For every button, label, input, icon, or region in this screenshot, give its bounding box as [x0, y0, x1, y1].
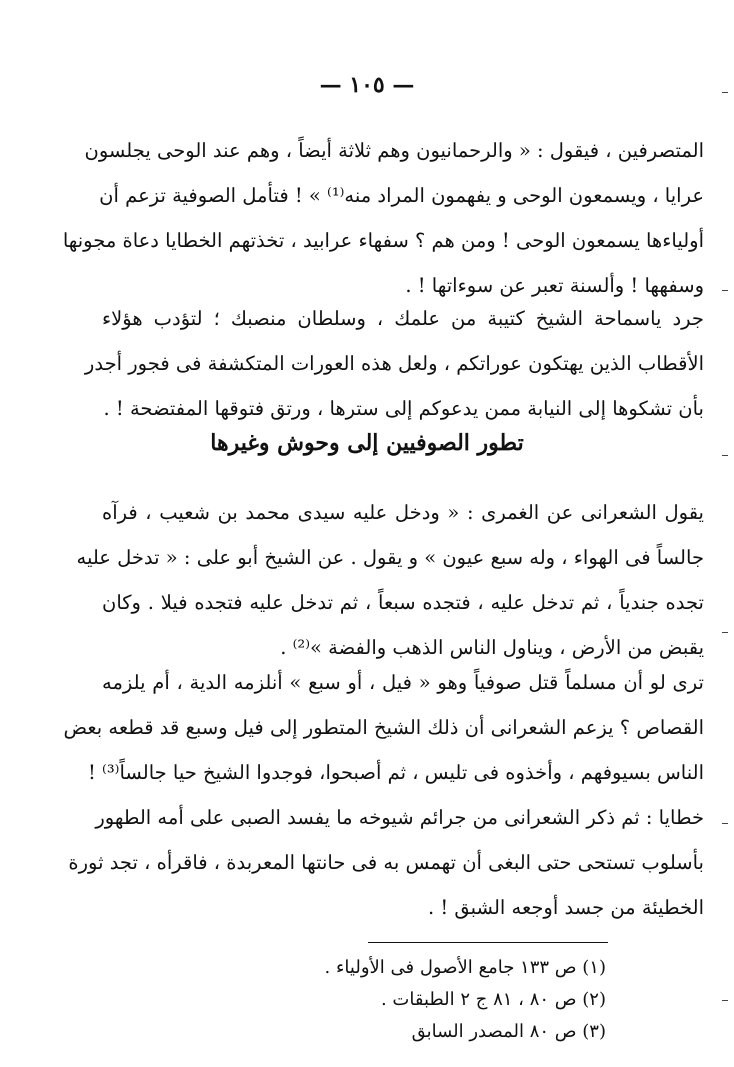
margin-mark: [722, 92, 728, 93]
text-line: عرايا ، ويسمعون الوحى و يفهمون المراد منه⁽¹⁾ » ! فتأمل الصوفية تزعم أن: [99, 184, 704, 207]
text-line: بأسلوب تستحى حتى البغى أن تهمس به فى حانتها المعربدة ، فاقرأه ، تجد ثورة: [68, 851, 704, 874]
text-line: أولياءها يسمعون الوحى ! ومن هم ؟ سفهاء عرابيد ، تخذتهم الخطايا دعاة مجونها: [62, 229, 704, 252]
margin-mark: [722, 290, 728, 291]
footnote-divider: [368, 942, 608, 943]
text-line: خطايا : ثم ذكر الشعرانى من جرائم شيوخه ما يفسد الصبى على أمه الطهور: [95, 806, 704, 829]
page-number: — ١٠٥ —: [319, 72, 415, 98]
text-line: تجده جندياً ، ثم تدخل عليه ، فتجده سبعاً ، ثم تدخل عليه فتجده فيلا . وكان: [102, 591, 704, 614]
margin-mark: [722, 1000, 728, 1001]
footnote-3: (٣) ص ٨٠ المصدر السابق: [411, 1021, 606, 1042]
margin-mark: [722, 823, 728, 824]
text-line: الأقطاب الذين يهتكون عوراتكم ، ولعل هذه العورات المتكشفة فى فجور أجدر: [84, 352, 704, 375]
margin-mark: [722, 632, 728, 633]
text-line: بأن تشكوها إلى النيابة ممن يدعوكم إلى سترها ، ورتق فتوقها المفتضحة ! .: [103, 397, 704, 420]
footnote-2: (٢) ص ٨٠ ، ٨١ ج ٢ الطبقات .: [380, 989, 606, 1010]
paragraph-3: [76, 490, 704, 670]
text-line: جالساً فى الهواء ، وله سبع عيون » و يقول . عن الشيخ أبو على : « تدخل عليه: [76, 546, 704, 569]
paragraph-4: [63, 660, 704, 930]
footnotes: [325, 952, 606, 1048]
text-line: جرد ياسماحة الشيخ كتيبة من علمك ، وسلطان منصبك ؛ لتؤدب هؤلاء: [102, 307, 704, 330]
section-heading: تطور الصوفيين إلى وحوش وغيرها: [210, 430, 524, 456]
paragraph-2: [84, 296, 704, 431]
paragraph-1: [62, 128, 704, 308]
text-line: الناس بسيوفهم ، وأخذوه فى تليس ، ثم أصبحوا، فوجدوا الشيخ حيا جالساً⁽³⁾ !: [88, 761, 704, 784]
text-line: المتصرفين ، فيقول : « والرحمانيون وهم ثلاثة أيضاً ، وهم عند الوحى يجلسون: [84, 139, 704, 162]
text-line: وسفهها ! وألسنة تعبر عن سوءاتها ! .: [405, 274, 704, 297]
text-line: الخطيئة من جسد أوجعه الشبق ! .: [427, 896, 704, 919]
text-line: يقول الشعرانى عن الغمرى : « ودخل عليه سيدى محمد بن شعيب ، فرآه: [102, 501, 704, 524]
text-line: يقبض من الأرض ، ويناول الناس الذهب والفضة »⁽²⁾ .: [280, 636, 704, 659]
margin-mark: [722, 455, 728, 456]
text-line: ترى لو أن مسلماً قتل صوفياً وهو « فيل ، أو سبع » أنلزمه الدية ، أم يلزمه: [102, 671, 704, 694]
text-line: القصاص ؟ يزعم الشعرانى أن ذلك الشيخ المتطور إلى فيل وسبع قد قطعه بعض: [63, 716, 704, 739]
footnote-1: (١) ص ١٣٣ جامع الأصول فى الأولياء .: [324, 957, 606, 978]
